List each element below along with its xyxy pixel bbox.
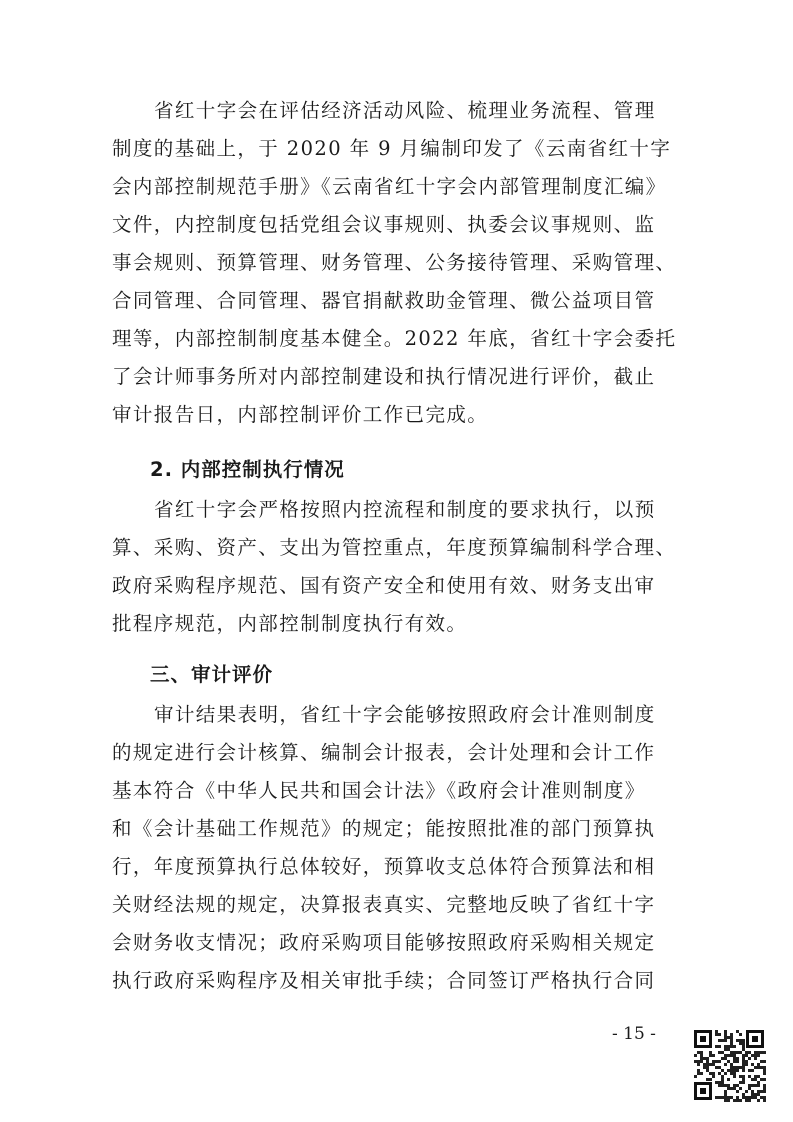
section-heading-execution: 2. 内部控制执行情况 <box>150 458 345 481</box>
text-line: 会内部控制规范手册》《云南省红十字会内部管理制度汇编》 <box>112 175 667 198</box>
text-line: 批程序规范，内部控制制度执行有效。 <box>112 612 468 635</box>
qr-code-icon <box>692 1028 766 1102</box>
text-line: 审计结果表明，省红十字会能够按照政府会计准则制度 <box>154 703 656 726</box>
paragraph-internal-control-execution <box>112 491 682 643</box>
section-heading-audit-evaluation: 三、审计评价 <box>150 663 274 686</box>
text-line: 政府采购程序规范、国有资产安全和使用有效、财务支出审 <box>112 574 656 597</box>
text-line: 关财经法规的规定，决算报表真实、完整地反映了省红十字 <box>112 893 656 916</box>
text-line: 的规定进行会计核算、编制会计报表，会计处理和会计工作 <box>112 741 656 764</box>
text-line: 基本符合《中华人民共和国会计法》《政府会计准则制度》 <box>112 779 646 802</box>
text-line: 审计报告日，内部控制评价工作已完成。 <box>112 403 489 426</box>
text-line: 文件，内控制度包括党组会议事规则、执委会议事规则、监 <box>112 213 656 236</box>
text-line: 省红十字会在评估经济活动风险、梳理业务流程、管理 <box>154 99 656 122</box>
text-line: 事会规则、预算管理、财务管理、公务接待管理、采购管理、 <box>112 251 677 274</box>
text-line: 理等，内部控制制度基本健全。2022 年底，省红十字会委托 <box>112 327 677 350</box>
text-line: 和《会计基础工作规范》的规定；能按照批准的部门预算执 <box>112 817 656 840</box>
paragraph-audit-evaluation <box>112 696 682 1000</box>
page-number: - 15 - <box>612 1024 656 1044</box>
text-line: 算、采购、资产、支出为管控重点，年度预算编制科学合理、 <box>112 536 677 559</box>
text-line: 执行政府采购程序及相关审批手续；合同签订严格执行合同 <box>112 969 656 992</box>
text-line: 会财务收支情况；政府采购项目能够按照政府采购相关规定 <box>112 931 656 954</box>
text-line: 制度的基础上，于 2020 年 9 月编制印发了《云南省红十字 <box>112 137 672 160</box>
text-line: 行，年度预算执行总体较好，预算收支总体符合预算法和相 <box>112 855 656 878</box>
paragraph-internal-control-system <box>112 92 682 434</box>
text-line: 省红十字会严格按照内控流程和制度的要求执行，以预 <box>154 498 656 521</box>
text-line: 合同管理、合同管理、器官捐献救助金管理、微公益项目管 <box>112 289 656 312</box>
text-line: 了会计师事务所对内部控制建设和执行情况进行评价，截止 <box>112 365 656 388</box>
